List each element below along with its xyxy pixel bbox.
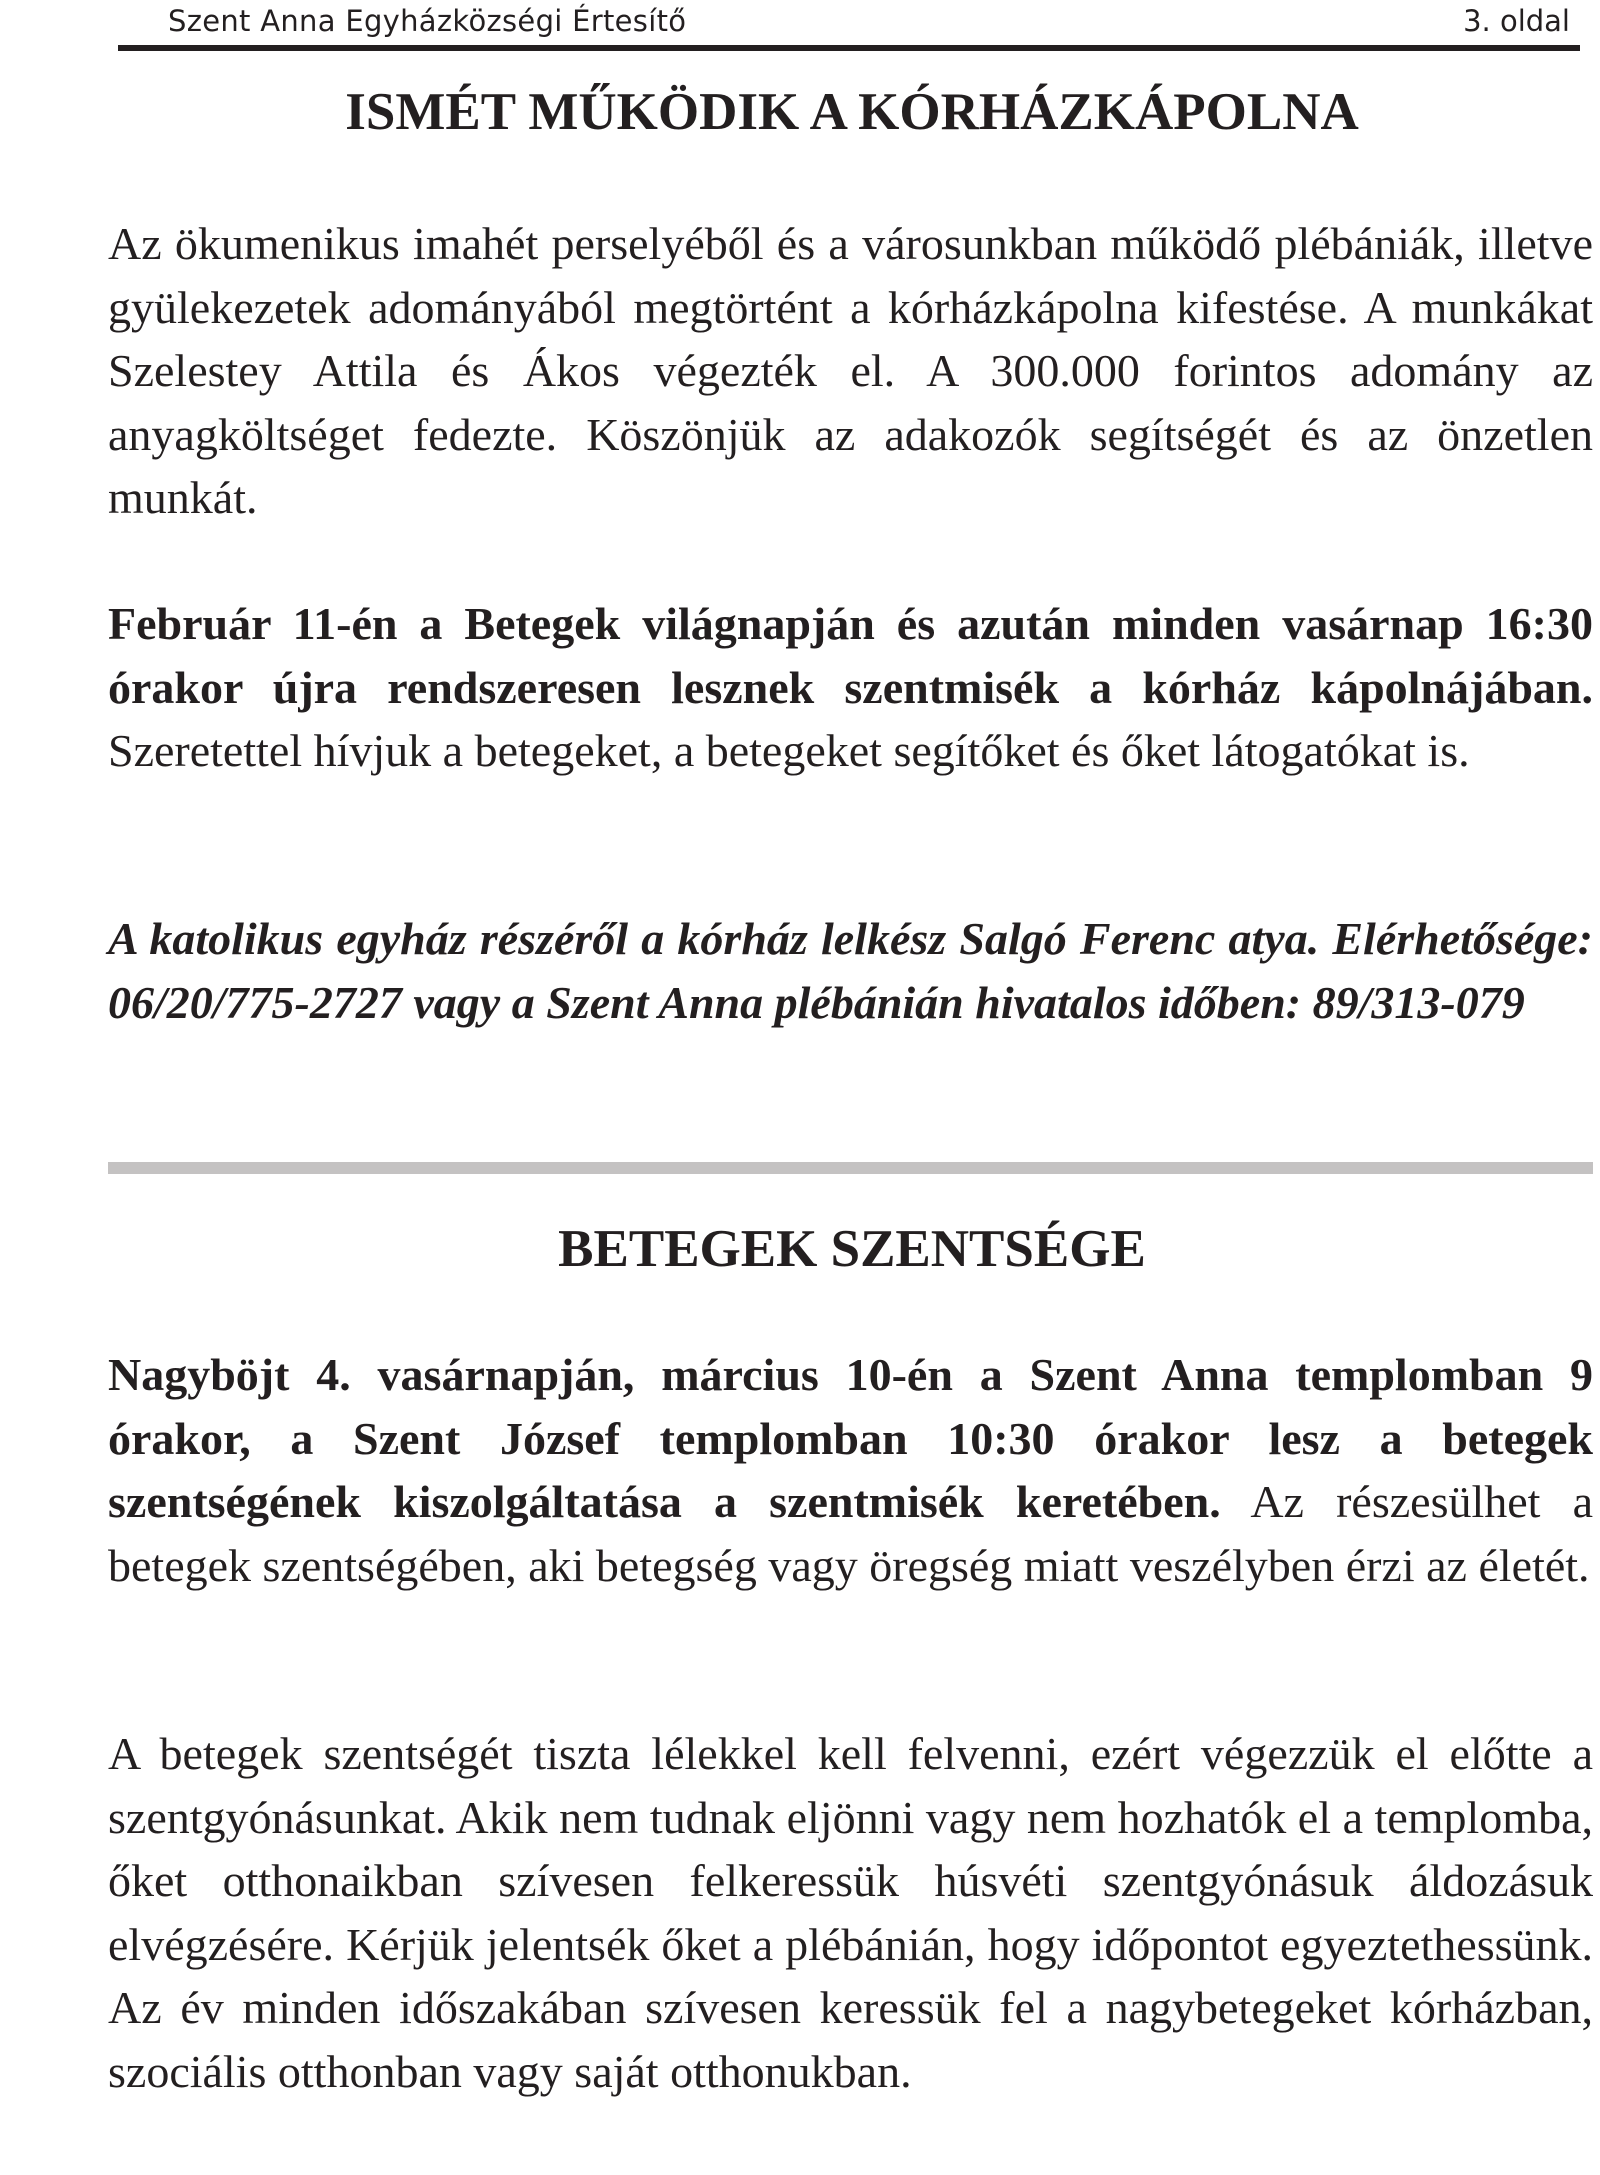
anointing-paragraph-2: A betegek szentségét tiszta lélekkel kell felvenni, ezért végezzük el előtte a szentgyónásunkat. Akik nem tudnak eljönni vagy nem hozhatók el a templomba, őket otthonaikban szívesen felkeressük húsvéti szentgyónásuk áldozásuk elvégzésére. Kérjük jelentsék őket a plébánián, hogy időpontot egyeztethessünk. Az év minden időszakában szívesen keressük fel a nagybetegeket kórházban, szociális otthonban vagy saját otthonukban. bbox=[108, 1728, 1593, 2097]
anointing-schedule-bold: Nagyböjt 4. vasárnapján, március 10-én a Szent Anna templomban 9 órakor, a Szent József templomban 10:30 órakor lesz a betegek szentségének kiszolgáltatása a szentmisék keretében. bbox=[108, 1349, 1593, 1527]
chaplain-contact-paragraph: A katolikus egyház részéről a kórház lelkész Salgó Ferenc atya. Elérhetősége: 06/20/775-2727 vagy a Szent Anna plébánián hivatalos időben: 89/313-079 bbox=[108, 913, 1593, 1028]
page-number: 3. oldal bbox=[1463, 4, 1570, 38]
chapel-paragraph-2 bbox=[108, 592, 1593, 783]
mass-schedule-bold: Február 11-én a Betegek világnapján és azután minden vasárnap 16:30 órakor újra rendszeresen lesznek szentmisék a kórház kápolnájában. bbox=[108, 598, 1593, 713]
newsletter-title: Szent Anna Egyházközségi Értesítő bbox=[168, 4, 687, 38]
section-title-chapel: ISMÉT MŰKÖDIK A KÓRHÁZKÁPOLNA bbox=[345, 83, 1359, 141]
mass-invitation-text: Szeretettel hívjuk a betegeket, a betegeket segítőket és őket látogatókat is. bbox=[108, 725, 1470, 776]
section-title-anointing: BETEGEK SZENTSÉGE bbox=[558, 1220, 1146, 1278]
header-rule bbox=[118, 45, 1580, 51]
chapel-paragraph-1: Az ökumenikus imahét perselyéből és a városunkban működő plébániák, illetve gyülekezetek adományából megtörtént a kórházkápolna kifestése. A munkákat Szelestey Attila és Ákos végezték el. A 300.000 forintos adomány az anyagköltséget fedezte. Köszönjük az adakozók segítségét és az önzetlen munkát. bbox=[108, 218, 1593, 523]
section-divider bbox=[108, 1162, 1593, 1174]
page-header bbox=[118, 0, 1576, 44]
anointing-eligibility-text: Az részesülhet a betegek szentségében, aki betegség vagy öregség miatt veszélyben érzi az életét. bbox=[108, 1476, 1593, 1591]
anointing-paragraph-1 bbox=[108, 1343, 1593, 1597]
